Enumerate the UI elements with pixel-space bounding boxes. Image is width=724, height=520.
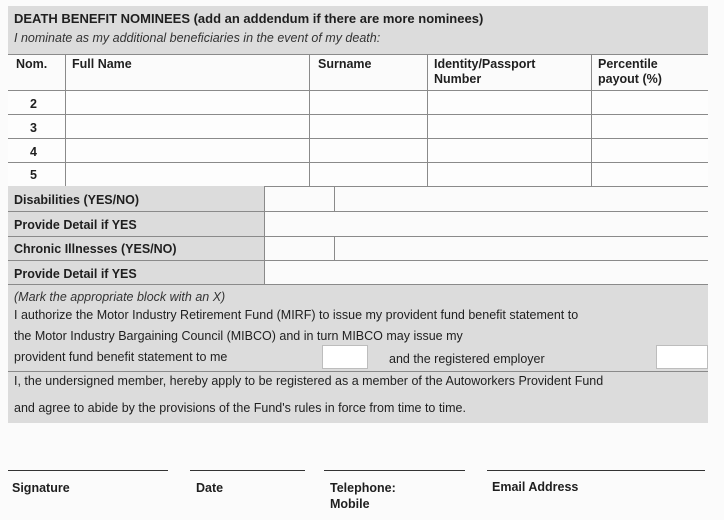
consent-line-1: I authorize the Motor Industry Retirement Fund (MIRF) to issue my provident fund benefit statement to — [14, 308, 579, 322]
chronic-extra-field[interactable] — [335, 237, 707, 261]
grid-line — [264, 186, 265, 284]
signature-label: Signature — [12, 481, 70, 495]
chronic-illnesses-label: Chronic Illnesses (YES/NO) — [14, 242, 177, 256]
col-header-percentile: Percentile — [598, 57, 658, 71]
email-line[interactable] — [487, 470, 705, 471]
nominee-id-field[interactable] — [428, 91, 590, 113]
consent-line-2: the Motor Industry Bargaining Council (MIBCO) and in turn MIBCO may issue my — [14, 329, 463, 343]
col-header-full-name: Full Name — [72, 57, 132, 71]
grid-line — [8, 114, 708, 115]
grid-line — [591, 54, 592, 186]
section-title: DEATH BENEFIT NOMINEES (add an addendum if there are more nominees) — [14, 11, 484, 26]
grid-line — [8, 162, 708, 163]
col-header-identity: Identity/Passport — [434, 57, 536, 71]
grid-line — [8, 260, 708, 261]
disabilities-detail-label: Provide Detail if YES — [14, 218, 137, 232]
col-header-percentile-line2: payout (%) — [598, 72, 662, 86]
grid-line — [8, 371, 708, 372]
employer-label: and the registered employer — [389, 352, 545, 366]
disabilities-label: Disabilities (YES/NO) — [14, 193, 140, 207]
grid-line — [8, 90, 708, 91]
telephone-line[interactable] — [324, 470, 465, 471]
grid-line — [427, 54, 428, 186]
col-header-nom: Nom. — [16, 57, 48, 71]
grid-line — [65, 54, 66, 186]
grid-line — [334, 236, 335, 260]
col-header-surname: Surname — [318, 57, 372, 71]
declaration-line-2: and agree to abide by the provisions of the Fund's rules in force from time to time. — [14, 401, 466, 415]
grid-line — [8, 54, 708, 55]
disabilities-detail-field[interactable] — [265, 212, 707, 236]
grid-line — [334, 186, 335, 211]
disabilities-extra-field[interactable] — [335, 187, 707, 211]
employer-checkbox[interactable] — [656, 345, 708, 369]
col-header-identity-line2: Number — [434, 72, 482, 86]
nominee-surname-field[interactable] — [310, 91, 426, 113]
chronic-yes-no-field[interactable] — [265, 237, 333, 261]
nominee-percentile-field[interactable] — [592, 91, 706, 113]
grid-line — [8, 211, 708, 212]
chronic-detail-label: Provide Detail if YES — [14, 267, 137, 281]
date-label: Date — [196, 481, 224, 495]
member-checkbox[interactable] — [322, 345, 368, 369]
nominee-row-number: 5 — [30, 168, 37, 182]
telephone-label: Telephone: — [330, 481, 396, 495]
nominee-row-number: 4 — [30, 145, 37, 159]
date-line[interactable] — [190, 470, 305, 471]
consent-line-3: provident fund benefit statement to me — [14, 350, 228, 364]
nominee-row-number: 3 — [30, 121, 37, 135]
nominee-row-number: 2 — [30, 97, 37, 111]
disabilities-yes-no-field[interactable] — [265, 187, 333, 211]
declaration-line-1: I, the undersigned member, hereby apply to be registered as a member of the Autoworkers Provident Fund — [14, 374, 604, 388]
consent-instruction: (Mark the appropriate block with an X) — [14, 290, 226, 304]
chronic-detail-field[interactable] — [265, 261, 707, 284]
nominee-full-name-field[interactable] — [66, 91, 308, 113]
grid-line — [8, 138, 708, 139]
grid-line — [309, 54, 310, 186]
email-label: Email Address — [492, 480, 579, 494]
grid-line — [8, 236, 708, 237]
section-subtitle: I nominate as my additional beneficiaries in the event of my death: — [14, 31, 381, 45]
signature-line[interactable] — [8, 470, 168, 471]
mobile-label: Mobile — [330, 497, 370, 511]
